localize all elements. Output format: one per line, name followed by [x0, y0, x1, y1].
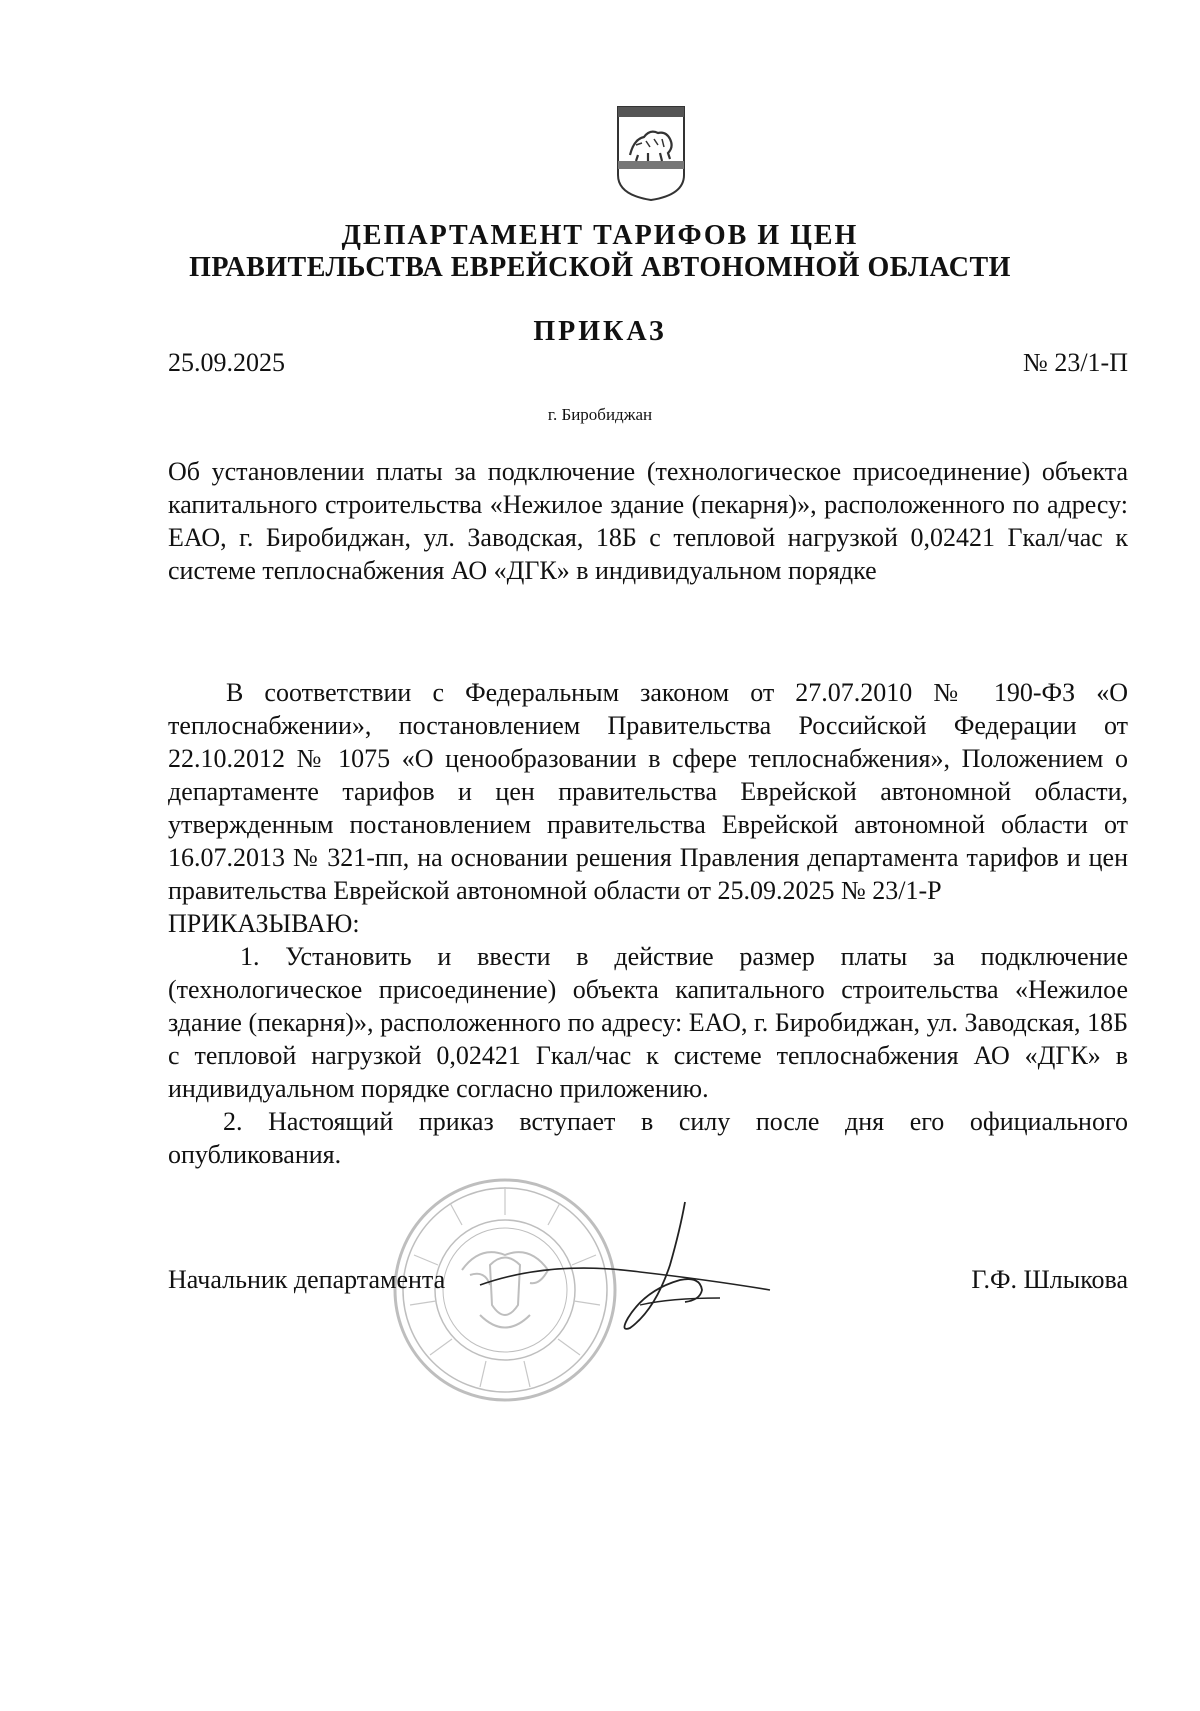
order-word: ПРИКАЗЫВАЮ: [168, 909, 360, 938]
document-city: г. Биробиджан [547, 405, 653, 424]
document-date: 25.09.2025 [168, 348, 285, 377]
document-subject: Об установлении платы за подключение (технологическое присоединение) объекта капитального строительства «Нежилое здание (пекарня)», расположенного по адресу: ЕАО, г. Биробиджан, ул. Заводская, 18Б с тепловой нагрузкой 0,02421 Гкал/час к системе теплоснабжения АО «ДГК» в индивидуальном порядке [168, 457, 1128, 585]
signatory-position: Начальник департамента [168, 1265, 446, 1294]
order-item-1: 1. Установить и ввести в действие размер платы за подключение (технологическое присоединение) объекта капитального строительства «Нежилое здание (пекарня)», расположенного по адресу: ЕАО, г. Биробиджан, ул. Заводская, 18Б с тепловой нагрузкой 0,02421 Гкал/час к системе теплоснабжения АО «ДГК» в индивидуальном порядке согласно приложению. [168, 942, 1128, 1103]
coat-of-arms-icon [614, 103, 688, 203]
department-name-line1: ДЕПАРТАМЕНТ ТАРИФОВ И ЦЕН [341, 220, 859, 251]
department-name-line2: ПРАВИТЕЛЬСТВА ЕВРЕЙСКОЙ АВТОНОМНОЙ ОБЛАСТИ [189, 252, 1011, 283]
order-item-2: 2. Настоящий приказ вступает в силу после дня его официального опубликования. [168, 1107, 1128, 1169]
handwritten-signature [470, 1190, 790, 1340]
document-body [168, 676, 1128, 1171]
preamble-paragraph: В соответствии с Федеральным законом от 27.07.2010 № 190-ФЗ «О теплоснабжении», постановлением Правительства Российской Федерации от 22.10.2012 № 1075 «О ценообразовании в сфере теплоснабжения», Положением о департаменте тарифов и цен правительства Еврейской автономной области, утвержденным постановлением правительства Еврейской автономной области от 16.07.2013 № 321-пп, на основании решения Правления департамента тарифов и цен правительства Еврейской автономной области от 25.09.2025 № 23/1-Р [168, 678, 1128, 905]
document-number: № 23/1-П [1023, 348, 1128, 377]
signatory-name: Г.Ф. Шлыкова [971, 1265, 1128, 1294]
document-type-title: ПРИКАЗ [533, 316, 667, 347]
